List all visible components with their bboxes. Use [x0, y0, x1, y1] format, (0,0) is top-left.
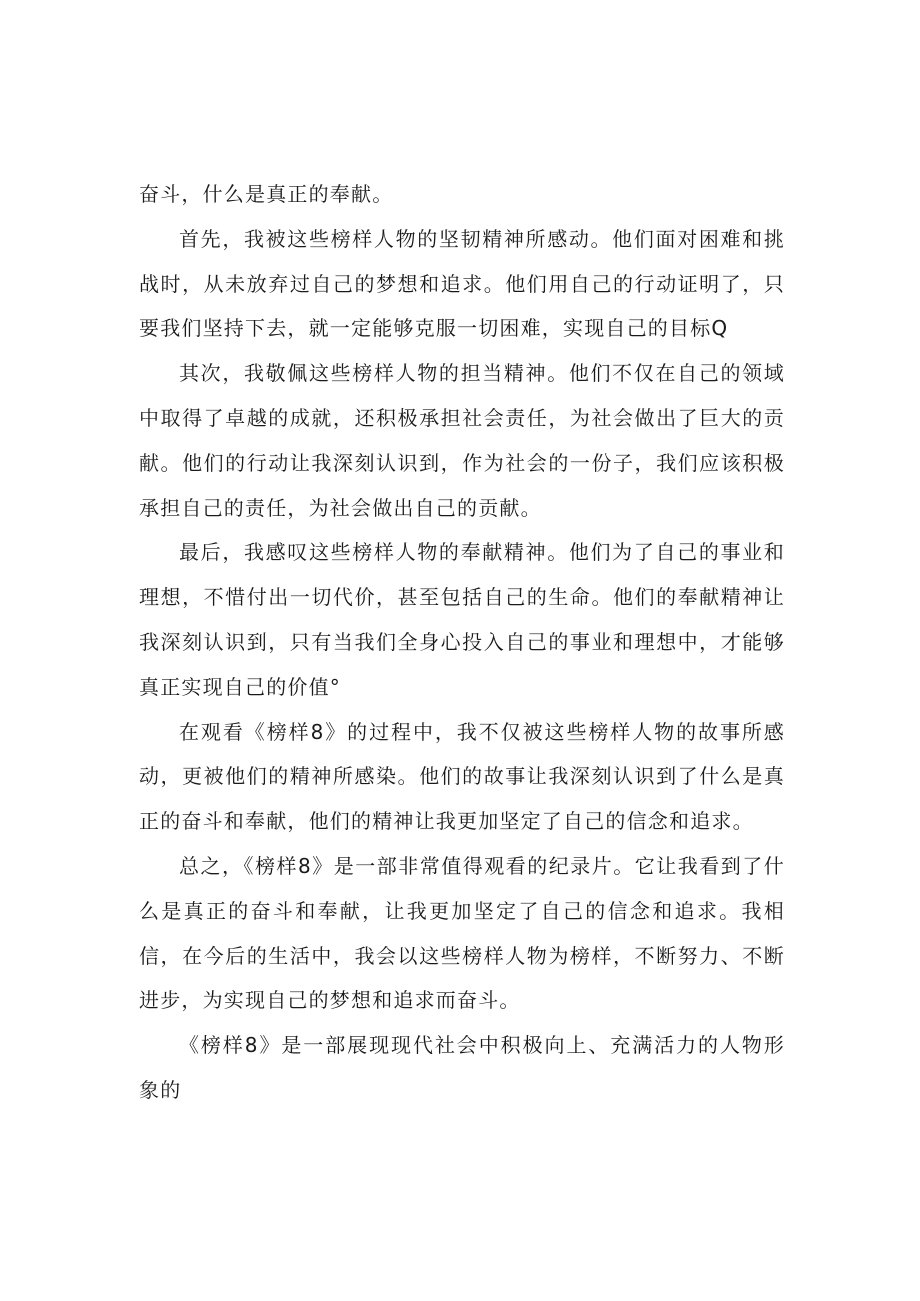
paragraph-viewing: 在观看《榜样8》的过程中，我不仅被这些榜样人物的故事所感动，更被他们的精神所感染。他们的故事让我深刻认识到了什么是真正的奋斗和奉献，他们的精神让我更加坚定了自己的信念和追求。: [139, 719, 785, 834]
body-text: [139, 172, 785, 1113]
paragraph-conclusion: 总之，《榜样8》是一部非常值得观看的纪录片。它让我看到了什么是真正的奋斗和奉献，让我更加坚定了自己的信念和追求。我相信，在今后的生活中，我会以这些榜样人物为榜样，不断努力、不断进步，为实现自己的梦想和追求而奋斗。: [139, 853, 785, 1013]
paragraph-perseverance: 首先，我被这些榜样人物的坚韧精神所感动。他们面对困难和挑战时，从未放弃过自己的梦想和追求。他们用自己的行动证明了，只要我们坚持下去，就一定能够克服一切困难，实现自己的目标Q: [139, 226, 785, 341]
paragraph-next: 《榜样8》是一部展现现代社会中积极向上、充满活力的人物形象的: [139, 1033, 785, 1102]
paragraph-continuation: 奋斗，什么是真正的奉献。: [139, 182, 394, 206]
paragraph-dedication: 最后，我感叹这些榜样人物的奉献精神。他们为了自己的事业和理想，不惜付出一切代价，甚至包括自己的生命。他们的奉献精神让我深刻认识到，只有当我们全身心投入自己的事业和理想中，才能够真正实现自己的价值°: [139, 540, 785, 699]
paragraph-responsibility: 其次，我敬佩这些榜样人物的担当精神。他们不仅在自己的领域中取得了卓越的成就，还积极承担社会责任，为社会做出了巨大的贡献。他们的行动让我深刻认识到，作为社会的一份子，我们应该积极承担自己的责任，为社会做出自己的贡献。: [139, 361, 785, 520]
